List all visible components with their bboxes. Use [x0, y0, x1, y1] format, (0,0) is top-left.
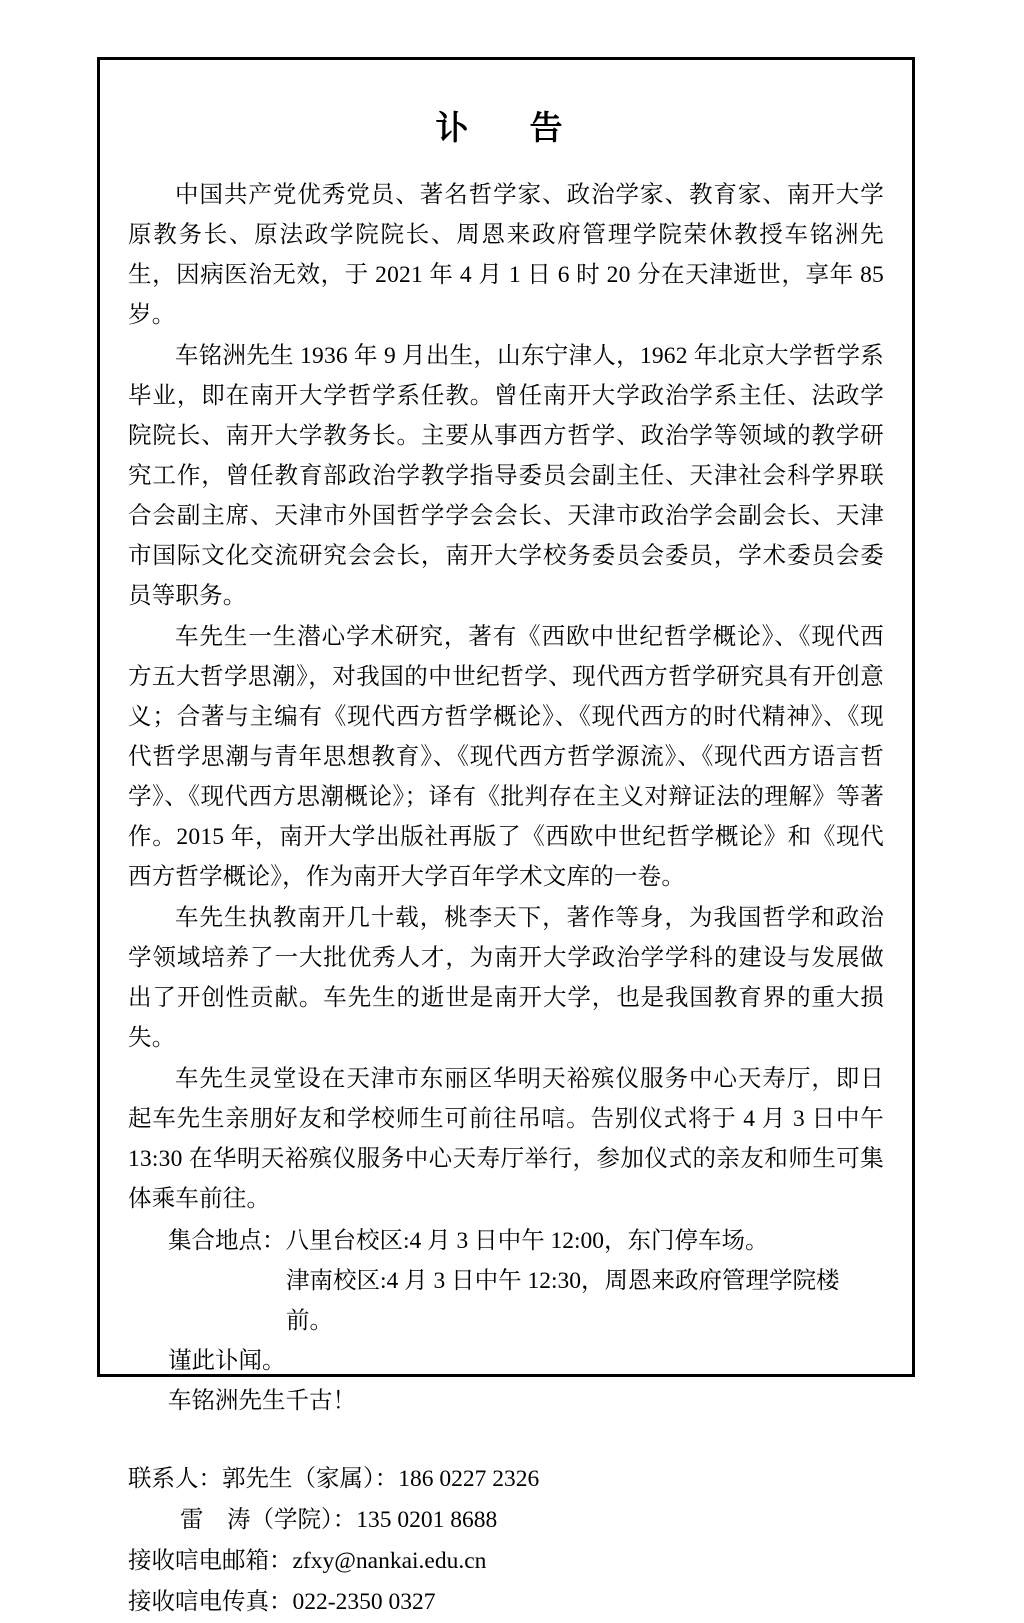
- contact-line-college: 雷 涛（学院）：135 0201 8688: [180, 1507, 498, 1533]
- meeting-info: [128, 1221, 884, 1341]
- closing-line-1: 谨此讣闻。: [168, 1348, 286, 1374]
- paragraph-1: 中国共产党优秀党员、著名哲学家、政治学家、教育家、南开大学原教务长、原法政学院院长、周恩来政府管理学院荣休教授车铭洲先生，因病医治无效，于 2021 年 4 月 1 日 6 时 20 分在天津逝世，享年 85 岁。: [128, 182, 884, 328]
- paragraph-5: 车先生灵堂设在天津市东丽区华明天裕殡仪服务中心天寿厅，即日起车先生亲朋好友和学校师生可前往吊唁。告别仪式将于 4 月 3 日中午 13:30 在华明天裕殡仪服务中心天寿厅举行，参加仪式的亲友和师生可集体乘车前往。: [128, 1066, 884, 1212]
- meeting-location-line-1: 集合地点：八里台校区:4 月 3 日中午 12:00，东门停车场。: [168, 1228, 769, 1254]
- paragraph-3: 车先生一生潜心学术研究，著有《西欧中世纪哲学概论》、《现代西方五大哲学思潮》，对我国的中世纪哲学、现代西方哲学研究具有开创意义；合著与主编有《现代西方哲学概论》、《现代西方的时代精神》、《现代哲学思潮与青年思想教育》、《现代西方哲学源流》、《现代西方语言哲学》、《现代西方思潮概论》；译有《批判存在主义对辩证法的理解》等著作。2015 年，南开大学出版社再版了《西欧中世纪哲学概论》和《现代西方哲学概论》，作为南开大学百年学术文库的一卷。: [128, 624, 884, 890]
- page-title: 讣 告: [435, 111, 577, 147]
- contact-line-fax: 接收唁电传真：022-2350 0327: [128, 1589, 436, 1615]
- notice-content: [100, 60, 912, 1615]
- paragraph-2: 车铭洲先生 1936 年 9 月出生，山东宁津人，1962 年北京大学哲学系毕业，即在南开大学哲学系任教。曾任南开大学政治学系主任、法政学院院长、南开大学教务长。主要从事西方哲学、政治学等领域的教学研究工作，曾任教育部政治学教学指导委员会副主任、天津社会科学界联合会副主席、天津市外国哲学学会会长、天津市政治学会副会长、天津市国际文化交流研究会会长，南开大学校务委员会委员，学术委员会委员等职务。: [128, 343, 884, 609]
- notice-frame: [97, 57, 915, 1615]
- contact-line-family: 联系人：郭先生（家属）：186 0227 2326: [128, 1466, 540, 1492]
- contact-info: [128, 1459, 884, 1623]
- closing-line-2: 车铭洲先生千古！: [168, 1388, 356, 1414]
- section-spacer: [128, 1421, 884, 1451]
- meeting-location-line-2: 津南校区:4 月 3 日中午 12:30，周恩来政府管理学院楼前。: [286, 1268, 840, 1334]
- contact-line-email: 接收唁电邮箱：zfxy@nankai.edu.cn: [128, 1548, 487, 1574]
- paragraph-4: 车先生执教南开几十载，桃李天下，著作等身，为我国哲学和政治学领域培养了一大批优秀人才，为南开大学政治学学科的建设与发展做出了开创性贡献。车先生的逝世是南开大学，也是我国教育界的重大损失。: [128, 905, 884, 1051]
